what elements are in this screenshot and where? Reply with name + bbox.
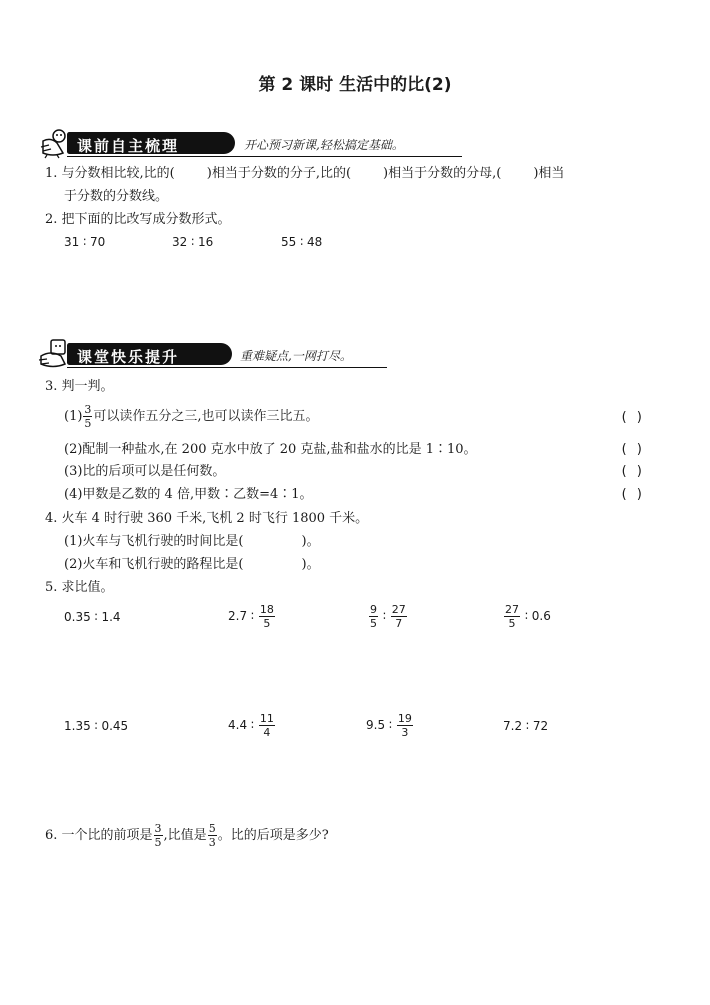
section-tagline: 开心预习新课,轻松搞定基础。 xyxy=(244,138,404,152)
section-banner-classroom xyxy=(37,338,477,368)
question-6-text: 6. 一个比的前项是 $\frac{3}{5}$ ,比值是 $\frac{5}{3}$ 。比的后项是多少? xyxy=(45,822,329,849)
page-title: 第 2 课时 生活中的比(2) xyxy=(258,75,452,95)
fraction: $\frac{11}{4}$ xyxy=(259,712,274,739)
fraction: $\frac{5}{3}$ xyxy=(208,822,216,849)
answer-bracket[interactable]: ( ) xyxy=(620,487,644,502)
fraction: $\frac{18}{5}$ xyxy=(259,603,274,630)
judge-item-1: (1) $\frac{3}{5}$ 可以读作五分之三,也可以读作三比五。 xyxy=(64,403,319,430)
ratio-item: 31 ∶ 70 xyxy=(64,235,106,249)
divider xyxy=(67,156,462,157)
answer-bracket[interactable]: ( ) xyxy=(620,442,644,457)
section-label: 课前自主梳理 xyxy=(77,137,180,155)
fraction: $\frac{27}{5}$ xyxy=(505,603,519,630)
ratio-problem: $\frac{27}{5}$ ∶ 0.6 xyxy=(505,603,551,630)
answer-bracket[interactable]: ( ) xyxy=(620,410,644,425)
fraction: $\frac{9}{5}$ xyxy=(370,603,377,630)
section-banner-preview xyxy=(37,127,477,157)
question-5-text: 5. 求比值。 xyxy=(45,580,114,595)
question-4-text: 4. 火车 4 时行驶 360 千米,飞机 2 时飞行 1800 千米。 xyxy=(45,511,369,526)
judge-item-4: (4)甲数是乙数的 4 倍,甲数∶乙数=4∶1。 xyxy=(64,487,313,502)
question-3-text: 3. 判一判。 xyxy=(45,379,114,394)
section-label: 课堂快乐提升 xyxy=(77,348,180,366)
divider xyxy=(67,367,387,368)
ratio-item: 32 ∶ 16 xyxy=(172,235,214,249)
section-label-pill xyxy=(67,343,232,365)
ratio-problem: 9.5 ∶ $\frac{19}{3}$ xyxy=(366,712,412,739)
mascot-icon xyxy=(37,338,71,370)
mascot-icon xyxy=(37,127,71,159)
section-label-pill xyxy=(67,132,235,154)
ratio-item: 55 ∶ 48 xyxy=(281,235,323,249)
ratio-problem: $\frac{9}{5}$ ∶ $\frac{27}{7}$ xyxy=(370,603,406,630)
judge-item-3: (3)比的后项可以是任何数。 xyxy=(64,464,226,479)
answer-bracket[interactable]: ( ) xyxy=(620,464,644,479)
ratio-problem: 7.2 ∶ 72 xyxy=(503,719,549,733)
fraction: $\frac{27}{7}$ xyxy=(391,603,406,630)
question-1-line-2: 于分数的分数线。 xyxy=(64,189,169,204)
fraction: $\frac{3}{5}$ xyxy=(84,403,92,430)
ratio-problem: 2.7 ∶ $\frac{18}{5}$ xyxy=(228,603,274,630)
question-4-item-1: (1)火车与飞机行驶的时间比是( )。 xyxy=(64,534,320,549)
question-2-text: 2. 把下面的比改写成分数形式。 xyxy=(45,212,231,227)
ratio-problem: 1.35 ∶ 0.45 xyxy=(64,719,129,733)
question-4-item-2: (2)火车和飞机行驶的路程比是( )。 xyxy=(64,557,320,572)
fraction: $\frac{3}{5}$ xyxy=(154,822,162,849)
ratio-problem: 0.35 ∶ 1.4 xyxy=(64,610,121,624)
question-1-line-1: 1. 与分数相比较,比的( )相当于分数的分子,比的( )相当于分数的分母,( )相当 xyxy=(45,166,565,181)
fraction: $\frac{19}{3}$ xyxy=(397,712,412,739)
judge-item-2: (2)配制一种盐水,在 200 克水中放了 20 克盐,盐和盐水的比是 1∶10。 xyxy=(64,442,477,457)
ratio-problem: 4.4 ∶ $\frac{11}{4}$ xyxy=(228,712,274,739)
section-tagline: 重难疑点,一网打尽。 xyxy=(240,349,352,363)
